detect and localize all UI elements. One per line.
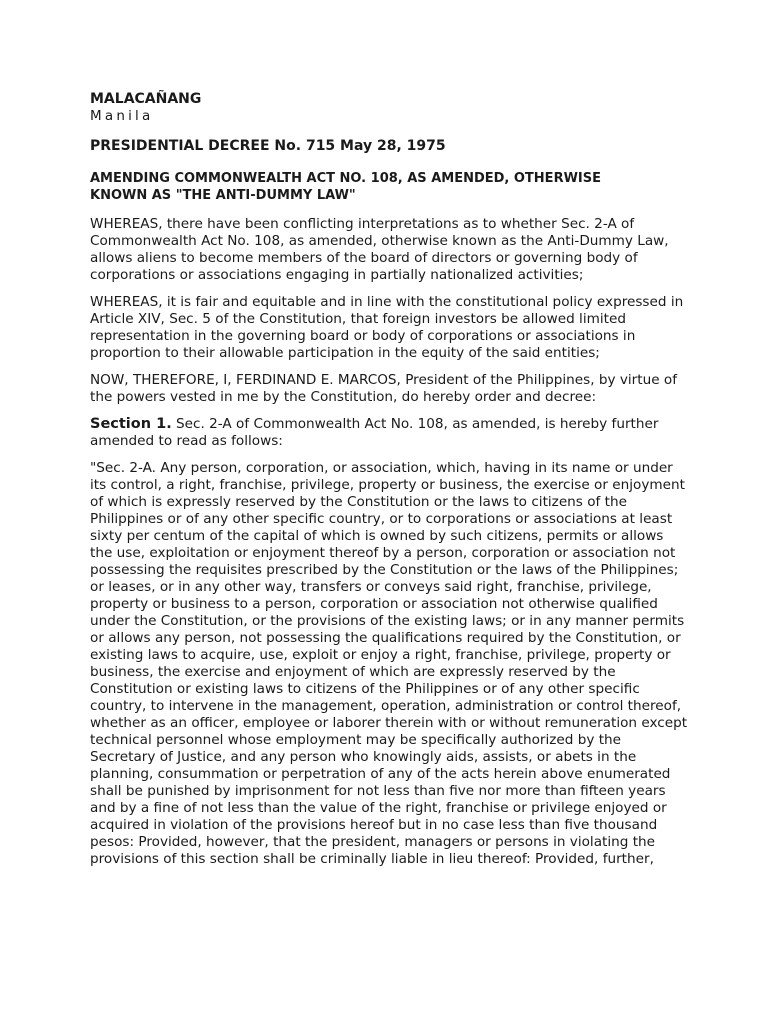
section-1-paragraph	[90, 416, 690, 450]
section-1-label: Section 1.	[90, 416, 172, 432]
section-1-text: Sec. 2-A of Commonwealth Act No. 108, as amended, is hereby further amended to read as follows:	[90, 416, 659, 449]
whereas-paragraph-1: WHEREAS, there have been conflicting interpretations as to whether Sec. 2-A of Commonwealth Act No. 108, as amended, otherwise known as the Anti-Dummy Law, allows aliens to become members of the board of directors or governing body of corporations or associations engaging in partially nationalized activities;	[90, 216, 669, 283]
quoted-section-2a: "Sec. 2-A. Any person, corporation, or association, which, having in its name or under its control, a right, franchise, privilege, property or business, the exercise or enjoyment of which is expressly reserved by the Constitution or the laws to citizens of the Philippines or of any other specific country, or to corporations or associations at least sixty per centum of the capital of which is owned by such citizens, permits or allows the use, exploitation or enjoyment thereof by a person, corporation or association not possessing the requisites prescribed by the Constitution or the laws of the Philippines; or leases, or in any other way, transfers or conveys said right, franchise, privilege, property or business to a person, corporation or association not otherwise qualified under the Constitution, or the provisions of the existing laws; or in any manner permits or allows any person, not possessing the qualifications required by the Constitution, or existing laws to acquire, use, exploit or enjoy a right, franchise, privilege, property or business, the exercise and enjoyment of which are expressly reserved by the Constitution or existing laws to citizens of the Philippines or of any other specific country, to intervene in the management, operation, administration or control thereof, whether as an officer, employee or laborer therein with or without remuneration except technical personnel whose employment may be specifically authorized by the Secretary of Justice, and any person who knowingly aids, assists, or abets in the planning, consummation or perpetration of any of the acts herein above enumerated shall be punished by imprisonment for not less than five nor more than fifteen years and by a fine of not less than the value of the right, franchise or privilege enjoyed or acquired in violation of the provisions hereof but in no case less than five thousand pesos: Provided, however, that the president, managers or persons in violating the provisions of this section shall be criminally liable in lieu thereof: Provided, further,	[90, 460, 688, 867]
decree-heading: AMENDING COMMONWEALTH ACT NO. 108, AS AMENDED, OTHERWISE KNOWN AS "THE ANTI-DUMMY LAW"	[90, 171, 601, 203]
decree-title: PRESIDENTIAL DECREE No. 715 May 28, 1975	[90, 138, 446, 154]
issuer-place: Manila	[90, 108, 154, 124]
issuer-name: MALACAÑANG	[90, 91, 202, 107]
now-therefore-paragraph: NOW, THEREFORE, I, FERDINAND E. MARCOS, President of the Philippines, by virtue of the powers vested in me by the Constitution, do hereby order and decree:	[90, 372, 677, 405]
document-page	[90, 90, 690, 878]
whereas-paragraph-2: WHEREAS, it is fair and equitable and in line with the constitutional policy expressed in Article XIV, Sec. 5 of the Constitution, that foreign investors be allowed limited representation in the governing board or body of corporations or associations in proportion to their allowable participation in the equity of the said entities;	[90, 294, 684, 361]
